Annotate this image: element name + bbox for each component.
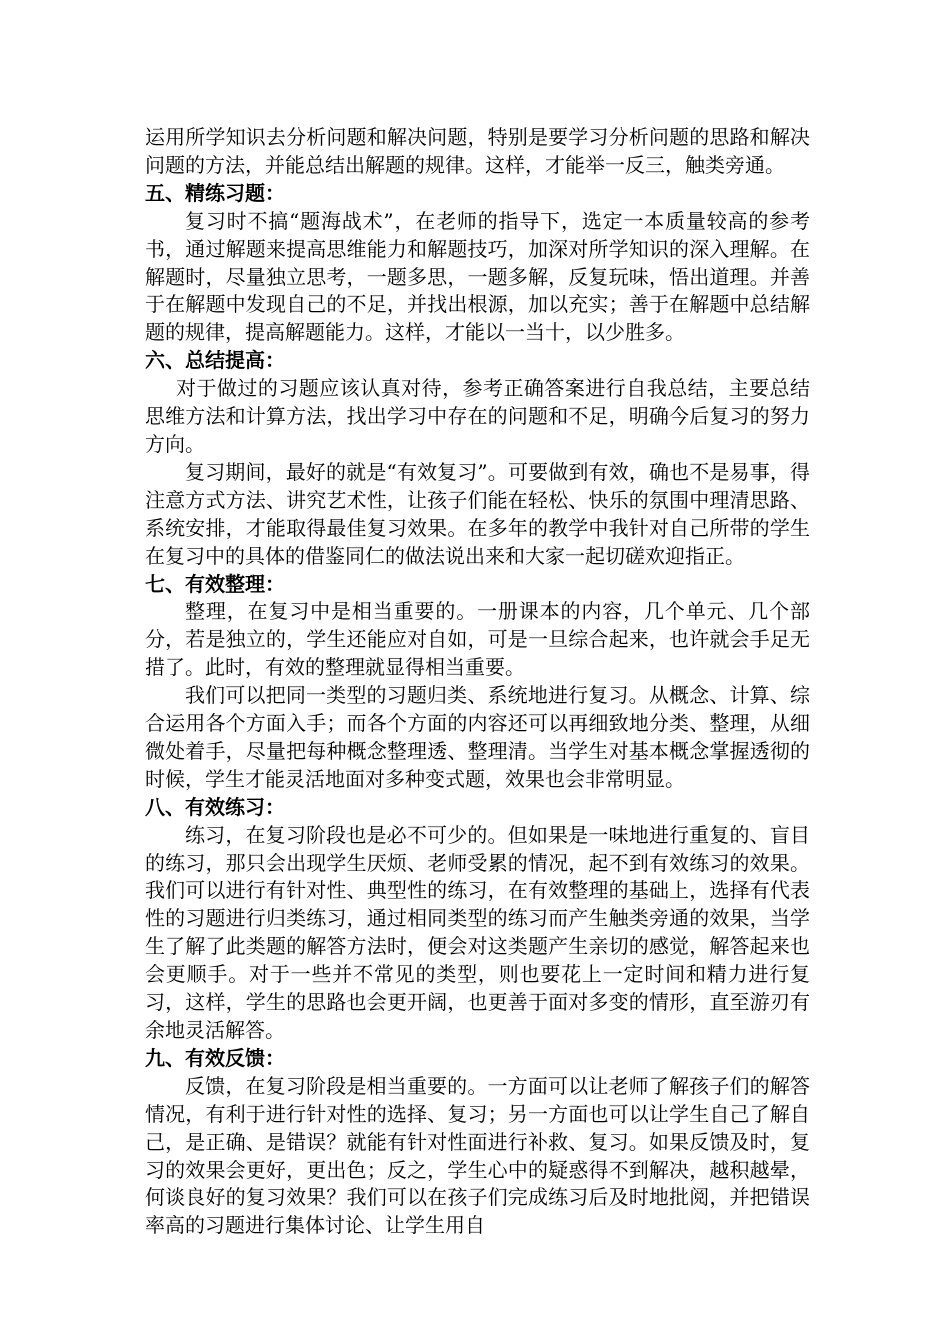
section-heading-9: 九、有效反馈：: [145, 1045, 285, 1070]
paragraph-section-6b: 复习期间，最好的就是“有效复习”。可要做到有效，确也不是易事，得注意方式方法、讲究艺术性，让孩子们能在轻松、快乐的氛围中理清思路、系统安排，才能取得最佳复习效果。在多年的教学中我针对自己所带的学生在复习中的具体的借鉴同仁的做法说出来和大家一起切磋欢迎指正。: [145, 459, 810, 568]
paragraph-section-5: 复习时不搞“题海战术”，在老师的指导下，选定一本质量较高的参考书，通过解题来提高思维能力和解题技巧，加深对所学知识的深入理解。在解题时，尽量独立思考，一题多思，一题多解，反复玩味，悟出道理。并善于在解题中发现自己的不足，并找出根源，加以充实；善于在解题中总结解题的规律，提高解题能力。这样，才能以一当十，以少胜多。: [145, 208, 810, 345]
paragraph-intro: 运用所学知识去分析问题和解决问题，特别是要学习分析问题的思路和解决问题的方法，并能总结出解题的规律。这样，才能举一反三，触类旁通。: [145, 125, 810, 177]
section-heading-6: 六、总结提高：: [145, 348, 285, 373]
section-heading-7: 七、有效整理：: [145, 571, 285, 596]
section-heading-5: 五、精练习题：: [145, 180, 285, 205]
paragraph-section-9: 反馈，在复习阶段是相当重要的。一方面可以让老师了解孩子们的解答情况，有利于进行针对性的选择、复习；另一方面也可以让学生自己了解自己，是正确、是错误？就能有针对性面进行补救、复习。如果反馈及时，复习的效果会更好，更出色；反之，学生心中的疑惑得不到解决，越积越晕，何谈良好的复习效果？我们可以在孩子们完成练习后及时地批阅，并把错误率高的习题进行集体讨论、让学生用自: [145, 1073, 810, 1238]
paragraph-section-7a: 整理，在复习中是相当重要的。一册课本的内容，几个单元、几个部分，若是独立的，学生还能应对自如，可是一旦综合起来，也许就会手足无措了。此时，有效的整理就显得相当重要。: [145, 599, 810, 680]
document-body: [145, 124, 810, 1240]
paragraph-section-6a: 对于做过的习题应该认真对待，参考正确答案进行自我总结，主要总结思维方法和计算方法，找出学习中存在的问题和不足，明确今后复习的努力方向。: [145, 376, 810, 456]
section-heading-8: 八、有效练习：: [145, 794, 285, 819]
paragraph-section-8: 练习，在复习阶段也是必不可少的。但如果是一味地进行重复的、盲目的练习，那只会出现学生厌烦、老师受累的情况，起不到有效练习的效果。我们可以进行有针对性、典型性的练习，在有效整理的基础上，选择有代表性的习题进行归类练习，通过相同类型的练习而产生触类旁通的效果，当学生了解了此类题的解答方法时，便会对这类题产生亲切的感觉，解答起来也会更顺手。对于一些并不常见的类型，则也要花上一定时间和精力进行复习，这样，学生的思路也会更开阔，也更善于面对多变的情形，直至游刃有余地灵活解答。: [145, 822, 810, 1042]
paragraph-section-7b: 我们可以把同一类型的习题归类、系统地进行复习。从概念、计算、综合运用各个方面入手；而各个方面的内容还可以再细致地分类、整理，从细微处着手，尽量把每种概念整理透、整理清。当学生对基本概念掌握透彻的时候，学生才能灵活地面对多种变式题，效果也会非常明显。: [145, 683, 810, 791]
